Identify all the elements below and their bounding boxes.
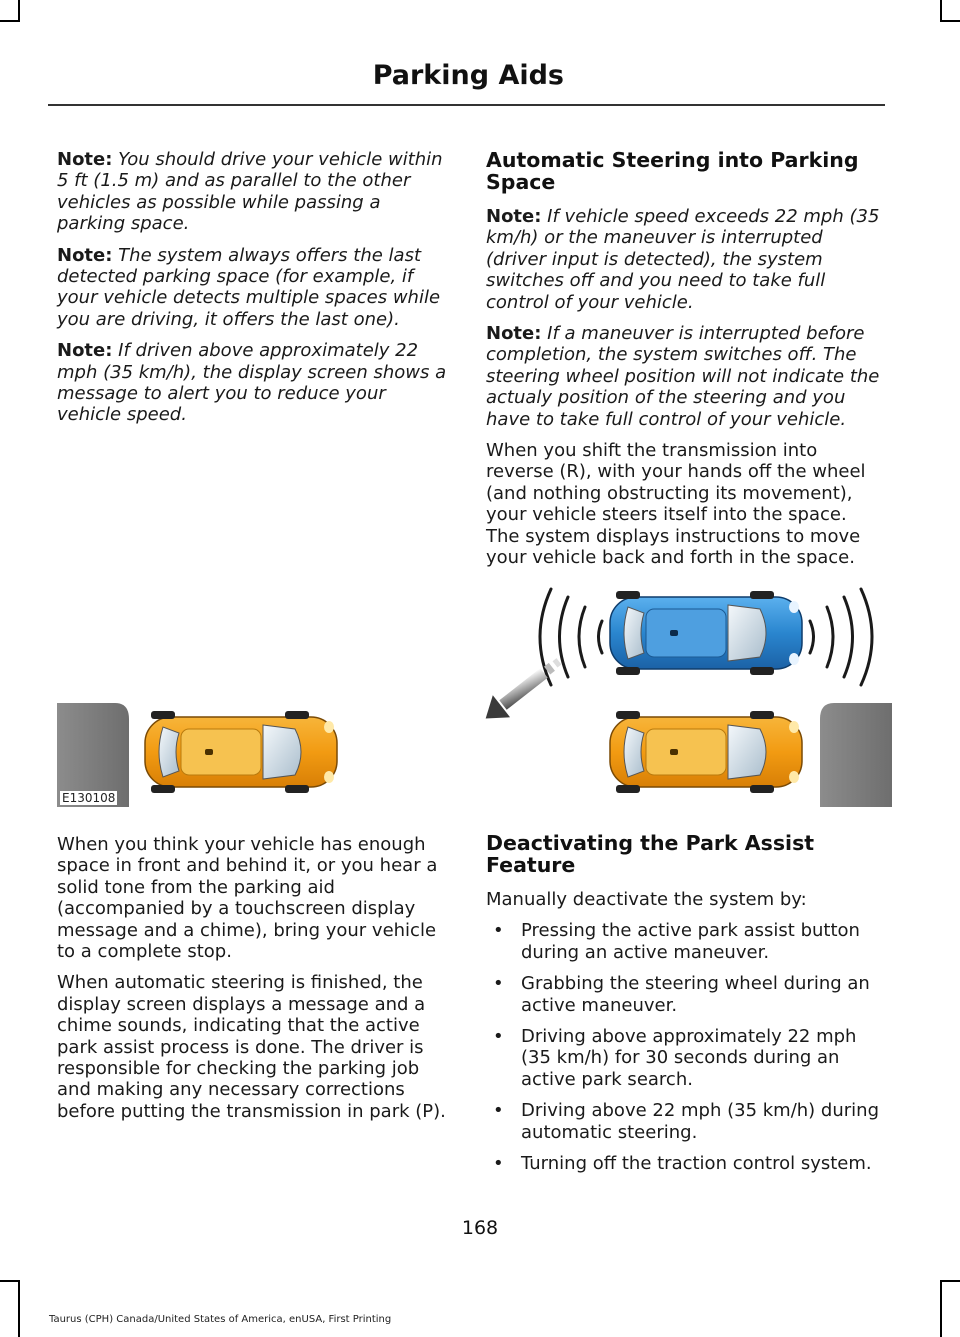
note-text: The system always offers the last detected parking space (for example, if your vehicle detects multiple spaces while you are driving, it offers the last one). (57, 244, 441, 330)
crop-mark-bottom-left-horizontal (0, 1280, 20, 1282)
right-column-bottom (486, 832, 882, 1184)
sensor-waves-front (810, 589, 872, 685)
note-drive-parallel (57, 149, 450, 235)
parked-car-left (145, 711, 337, 793)
note-label: Note: (486, 323, 542, 345)
section-heading-automatic-steering: Automatic Steering into Parking Space (486, 148, 859, 194)
list-item: • Grabbing the steering wheel during an active maneuver. (486, 973, 882, 1016)
note-speed-warning (57, 340, 450, 426)
figure-code: E130108 (62, 791, 116, 805)
note-text: If a maneuver is interrupted before completion, the system switches off. The steering wheel position will not indicate the actualy position of the steering and you have to take full control of your vehicle. (486, 323, 880, 430)
deactivate-intro: Manually deactivate the system by: (486, 889, 807, 910)
note-last-space (57, 245, 450, 331)
section-heading-deactivating: Deactivating the Park Assist Feature (486, 831, 815, 877)
left-column-bottom (57, 834, 452, 1132)
right-column-top (486, 149, 882, 579)
note-maneuver-interrupted (486, 323, 882, 430)
left-column-top (57, 149, 450, 436)
crop-mark-top-left-horizontal (0, 20, 20, 22)
active-car (610, 591, 802, 675)
parked-car-right (610, 711, 802, 793)
note-text: You should drive your vehicle within 5 ft (1.5 m) and as parallel to the other vehicles as possible while passing a parking space. (57, 149, 443, 235)
note-label: Note: (57, 340, 113, 362)
footer-publication-info: Taurus (CPH) Canada/United States of America, enUSA, First Printing (49, 1314, 392, 1325)
parking-illustration (57, 583, 892, 807)
crop-mark-bottom-right-vertical (940, 1280, 942, 1337)
note-label: Note: (486, 206, 542, 227)
crop-mark-top-right-vertical (940, 0, 942, 20)
list-item: • Turning off the traction control system. (486, 1153, 882, 1174)
reverse-direction-arrow (477, 650, 568, 729)
reverse-instructions: When you shift the transmission into reverse (R), with your hands off the wheel (and nothing obstructing its movement), your vehicle steers itself into the space. The system displays instructions to move your vehicle back and forth in the space. (486, 440, 866, 569)
curb-right (820, 703, 892, 807)
list-item: • Pressing the active park assist button during an active maneuver. (486, 920, 882, 963)
note-label: Note: (57, 244, 113, 266)
header-divider (48, 104, 885, 106)
stop-vehicle-paragraph: When you think your vehicle has enough space in front and behind it, or you hear a solid tone from the parking aid (accompanied by a touchscreen display message and a chime), bring your vehicle to a complete stop. (57, 834, 438, 963)
list-item: • Driving above 22 mph (35 km/h) during automatic steering. (486, 1100, 882, 1143)
note-text: If driven above approximately 22 mph (35 km/h), the display screen shows a message to alert you to reduce your vehicle speed. (57, 340, 447, 426)
deactivation-methods-list (486, 920, 882, 1174)
parking-diagram (57, 583, 892, 807)
list-item: • Driving above approximately 22 mph (35 km/h) for 30 seconds during an active park search. (486, 1026, 882, 1090)
crop-mark-bottom-right-horizontal (940, 1280, 960, 1282)
note-speed-exceeds (486, 206, 882, 313)
crop-mark-top-left-vertical (18, 0, 20, 20)
page-title: Parking Aids (372, 60, 564, 91)
page-number: 168 (461, 1217, 499, 1239)
crop-mark-bottom-left-vertical (18, 1280, 20, 1337)
note-label: Note: (57, 149, 113, 170)
note-text: If vehicle speed exceeds 22 mph (35 km/h) or the maneuver is interrupted (driver input is detected), the system switches off and you need to take full control of your vehicle. (486, 206, 880, 313)
crop-mark-top-right-horizontal (940, 20, 960, 22)
steering-finished-paragraph: When automatic steering is finished, the display screen displays a message and a chime sounds, indicating that the active park assist process is done. The driver is responsible for checking the parking job and making any necessary corrections before putting the transmission in park (P). (57, 972, 446, 1122)
